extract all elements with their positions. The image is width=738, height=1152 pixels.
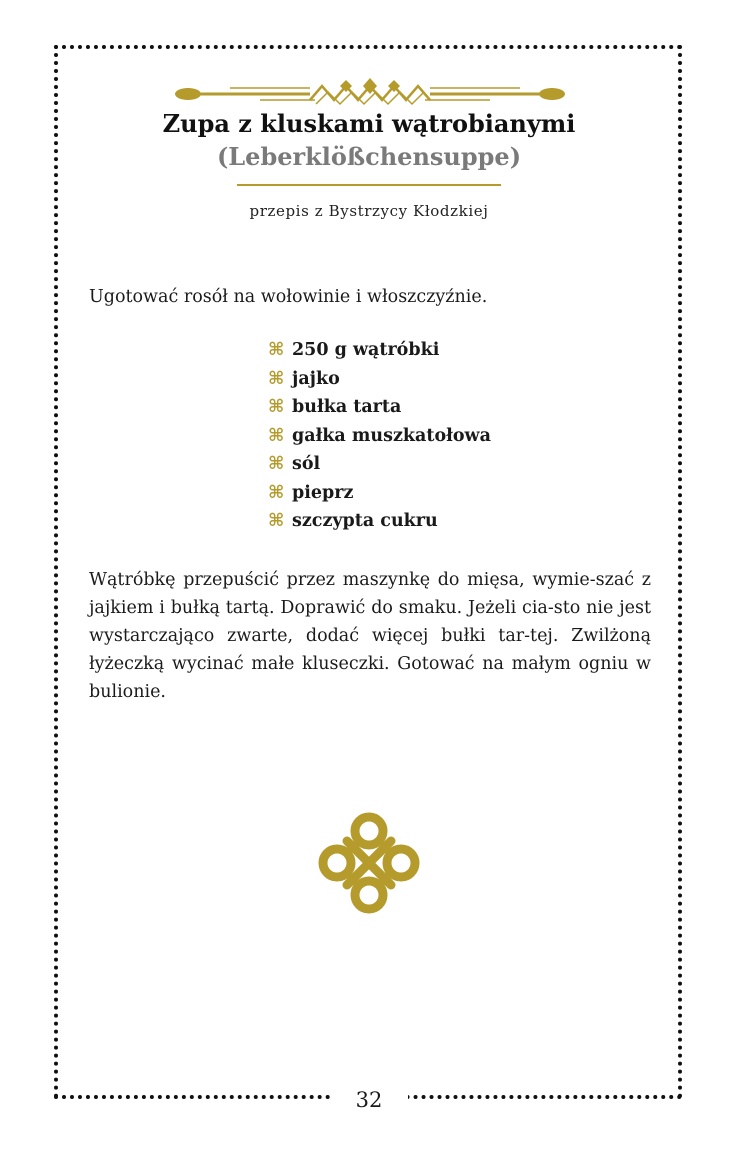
command-bullet-icon: ⌘ — [268, 340, 285, 360]
page-number-container — [0, 1085, 738, 1115]
title-divider — [237, 184, 501, 186]
ingredient-item — [268, 479, 491, 508]
ingredient-text: jajko — [292, 368, 340, 389]
command-bullet-icon: ⌘ — [268, 482, 285, 503]
command-bullet-icon: ⌘ — [268, 397, 285, 417]
ingredient-text: gałka muszkatołowa — [292, 425, 491, 446]
ingredient-item — [268, 336, 491, 365]
spoon-divider-icon — [170, 74, 570, 108]
ingredient-text: pieprz — [292, 482, 354, 503]
ingredient-list — [268, 336, 491, 536]
ingredient-item — [268, 365, 491, 394]
ingredient-item — [268, 450, 491, 479]
celtic-knot-icon — [317, 811, 421, 915]
command-bullet-icon: ⌘ — [268, 425, 285, 446]
ingredient-item — [268, 507, 491, 536]
page-number: 32 — [330, 1085, 409, 1115]
command-bullet-icon: ⌘ — [268, 368, 285, 389]
recipe-source: przepis z Bystrzycy Kłodzkiej — [249, 202, 489, 220]
recipe-intro: Ugotować rosół na wołowinie i włoszczyźnie. — [89, 287, 488, 307]
ingredient-text: 250 g wątróbki — [292, 340, 440, 360]
ingredient-text: szczypta cukru — [292, 511, 438, 531]
ingredient-text: bułka tarta — [292, 397, 402, 417]
ingredient-item — [268, 393, 491, 422]
command-bullet-icon: ⌘ — [268, 454, 285, 474]
ingredient-item — [268, 422, 491, 451]
ingredient-text: sól — [292, 454, 321, 474]
recipe-instructions: Wątróbkę przepuścić przez maszynkę do mięsa, wymie-szać z jajkiem i bułką tartą. Doprawić do smaku. Jeżeli cia-sto nie jest wystarczająco zwarte, dodać więcej bułki tar-tej. Zwilżoną łyżeczką wycinać małe kluseczki. Gotować na małym ogniu w bulionie. — [89, 570, 651, 702]
recipe-title: Zupa z kluskami wątrobianymi — [162, 109, 576, 138]
command-bullet-icon: ⌘ — [268, 511, 285, 531]
recipe-subtitle: (Leberklößchensuppe) — [216, 142, 522, 171]
